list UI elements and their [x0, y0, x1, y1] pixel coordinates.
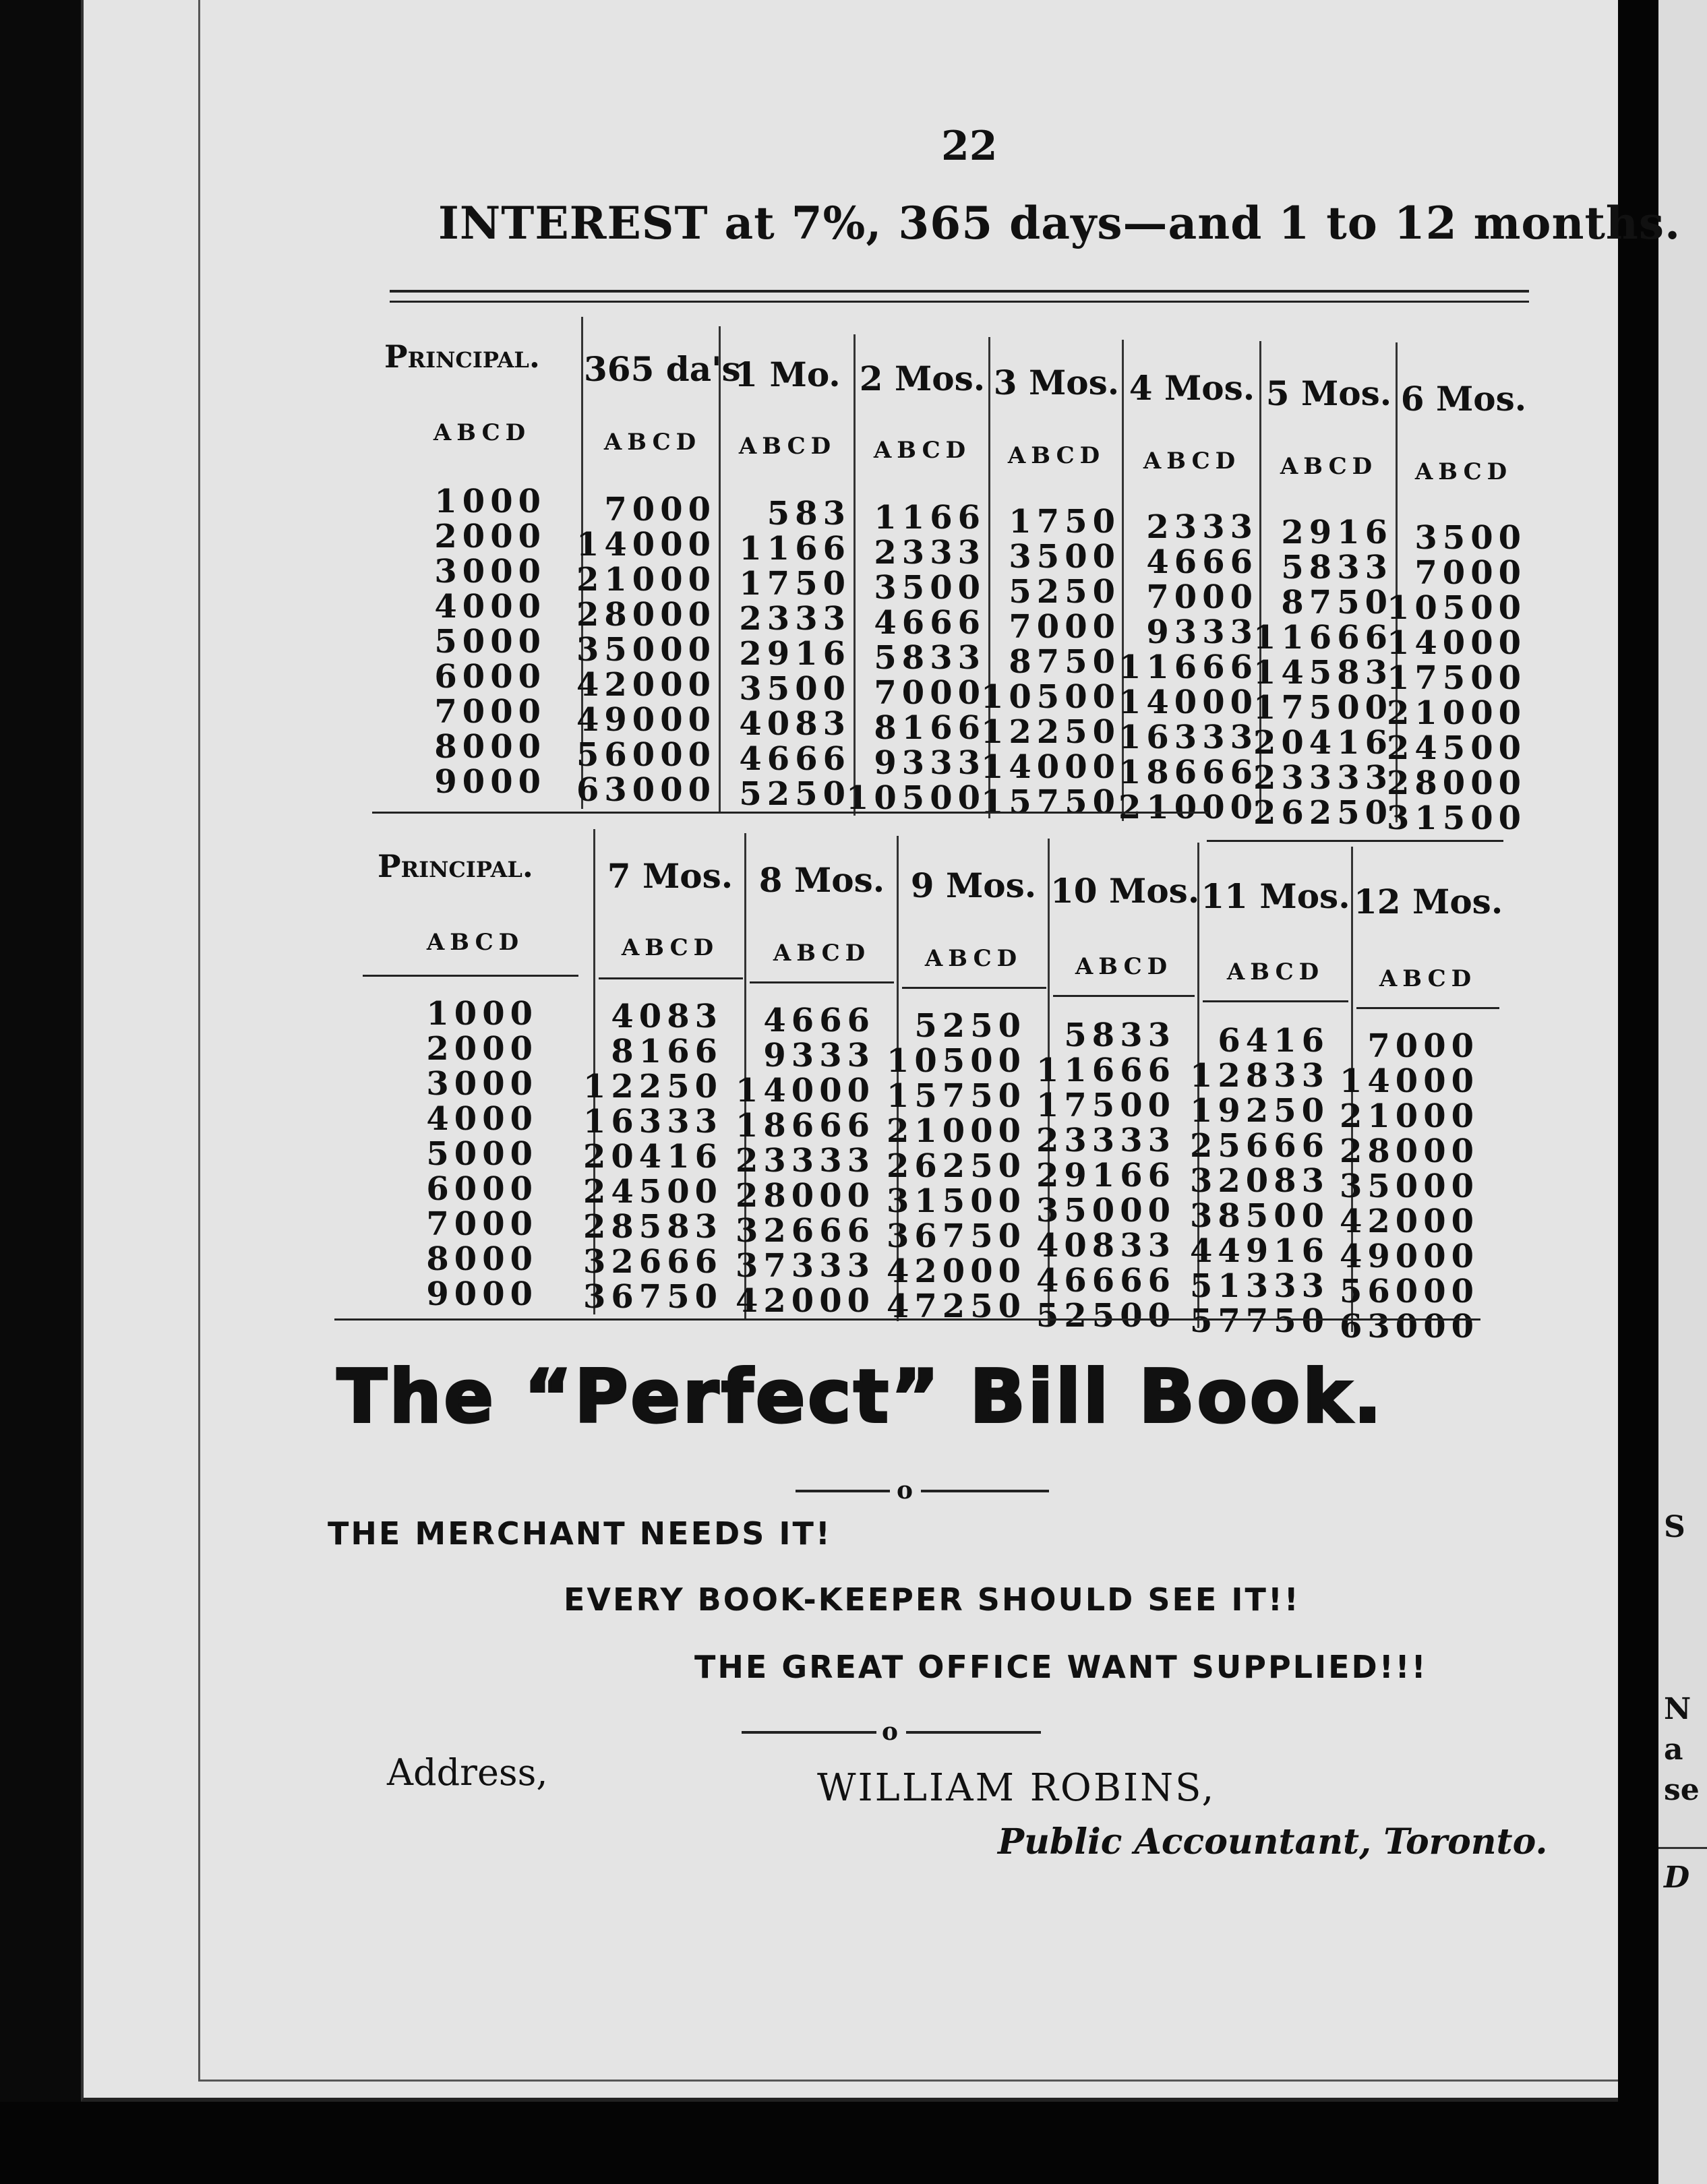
table-cell: 16333 [583, 1103, 723, 1141]
table-cell: 28583 [583, 1208, 723, 1246]
table-cell: 29166 [1036, 1157, 1176, 1194]
table-cell: 6000 [434, 658, 546, 696]
table-cell: 3000 [426, 1065, 538, 1103]
table-cell: 21000 [1387, 694, 1526, 732]
table-cell: 3500 [874, 569, 986, 607]
table-cell: 17500 [1387, 659, 1526, 697]
column-subheader: ABCD [603, 429, 702, 456]
table-cell: 5833 [1064, 1017, 1176, 1054]
column-subheader: ABCD [738, 433, 837, 460]
table-cell: 7000 [1414, 554, 1526, 592]
table-cell: 15750 [981, 783, 1120, 821]
table-cell: 17500 [1253, 689, 1393, 727]
table-cell: 9000 [434, 763, 546, 801]
facing-page-edge [1658, 0, 1707, 2184]
table-cell: 1166 [874, 499, 986, 537]
table-cell: 36750 [887, 1217, 1026, 1255]
table-cell: 31500 [1387, 799, 1526, 837]
scan-left-margin [0, 0, 81, 2184]
table-cell: 26250 [887, 1147, 1026, 1185]
slogan-office: THE GREAT OFFICE WANT SUPPLIED!!! [694, 1649, 1428, 1685]
table-cell: 1000 [426, 995, 538, 1033]
column-header: 2 Mos. [859, 359, 986, 398]
table-cell: 36750 [583, 1278, 723, 1316]
column-header: 6 Mos. [1400, 379, 1527, 419]
table-cell: 15750 [887, 1077, 1026, 1115]
table-cell: 1166 [739, 530, 851, 568]
table-cell: 63000 [576, 771, 716, 809]
table-cell: 17500 [1036, 1087, 1176, 1124]
column-subheader: ABCD [773, 940, 871, 967]
table-cell: 11666 [1036, 1052, 1176, 1089]
table-cell: 14000 [1118, 684, 1258, 721]
table-cell: 63000 [1340, 1308, 1479, 1345]
column-header: 1 Mo. [734, 355, 841, 394]
table-cell: 8000 [426, 1240, 538, 1278]
table-cell: 20416 [1253, 724, 1393, 762]
table-cell: 10500 [846, 779, 986, 817]
table-cell: 5000 [426, 1135, 538, 1173]
ad-title: The “Perfect” Bill Book. [337, 1355, 1385, 1439]
table-cell: 7000 [1367, 1027, 1479, 1065]
table-cell: 38500 [1190, 1197, 1329, 1235]
table-cell: 4083 [739, 705, 851, 743]
column-subheader: ABCD [873, 437, 971, 464]
table-rule [390, 301, 1529, 303]
column-header: 12 Mos. [1354, 882, 1503, 921]
table-cell: 8750 [1009, 643, 1120, 681]
table-cell: 9333 [1146, 613, 1258, 651]
page-gutter [1618, 0, 1658, 2184]
facing-page-fragment: a [1664, 1732, 1683, 1767]
principal-column [378, 484, 546, 799]
table-cell: 49000 [1340, 1238, 1479, 1275]
column-subheader: ABCD [1143, 448, 1241, 475]
table-cell: 2000 [426, 1030, 538, 1068]
principal-header: Principal. [378, 848, 533, 884]
facing-page-fragment: D [1664, 1860, 1690, 1895]
value-column [1108, 510, 1258, 825]
column-header: 7 Mos. [607, 856, 733, 896]
divider-mark: o [897, 1476, 914, 1505]
table-cell: 8000 [434, 728, 546, 766]
table-cell: 37333 [736, 1247, 875, 1285]
table-cell: 10500 [981, 678, 1120, 716]
table-rule [1207, 840, 1503, 842]
table-cell: 35000 [1340, 1167, 1479, 1205]
table-cell: 42000 [736, 1282, 875, 1320]
address-label: Address, [387, 1751, 548, 1794]
page-title: INTEREST at 7%, 365 days—and 1 to 12 months. [438, 197, 1681, 249]
table-cell: 23333 [1253, 759, 1393, 797]
table-cell: 21000 [576, 561, 716, 599]
table-cell: 10500 [1387, 589, 1526, 627]
table-cell: 35000 [1036, 1192, 1176, 1230]
table-cell: 11666 [1118, 648, 1258, 686]
value-column [839, 500, 986, 816]
column-header: 10 Mos. [1050, 871, 1200, 911]
value-column [574, 999, 723, 1314]
column-subheader: ABCD [1226, 959, 1325, 985]
table-cell: 7000 [604, 491, 716, 528]
table-cell: 28000 [576, 596, 716, 634]
table-cell: 1000 [434, 483, 546, 520]
facing-page-fragment: S [1664, 1510, 1685, 1544]
table-cell: 35000 [576, 631, 716, 669]
table-cell: 4000 [434, 588, 546, 626]
table-cell: 56000 [1340, 1273, 1479, 1310]
table-cell: 52500 [1036, 1297, 1176, 1335]
divider-line [906, 1731, 1041, 1734]
table-cell: 26250 [1253, 794, 1393, 832]
table-cell: 9333 [763, 1037, 875, 1074]
table-cell: 14000 [576, 526, 716, 564]
ornament-divider [796, 1476, 1052, 1503]
table-cell: 4083 [611, 998, 723, 1035]
table-cell: 4666 [763, 1002, 875, 1039]
table-cell: 8166 [874, 709, 986, 747]
table-cell: 49000 [576, 701, 716, 739]
table-cell: 3500 [1009, 538, 1120, 576]
table-cell: 5250 [1009, 573, 1120, 611]
column-subheader: ABCD [1007, 442, 1106, 469]
table-cell: 32083 [1190, 1162, 1329, 1200]
table-cell: 21000 [1340, 1097, 1479, 1135]
table-cell: 2916 [739, 635, 851, 673]
table-cell: 6000 [426, 1170, 538, 1208]
table-cell: 21000 [1118, 789, 1258, 826]
table-cell: 47250 [887, 1287, 1026, 1325]
value-column [878, 1008, 1026, 1324]
column-subheader: ABCD [1280, 453, 1378, 480]
value-column [1029, 1018, 1176, 1333]
divider-line [796, 1490, 890, 1492]
table-cell: 18666 [736, 1107, 875, 1145]
table-cell: 12833 [1190, 1057, 1329, 1095]
table-cell: 9000 [426, 1275, 538, 1313]
table-cell: 21000 [887, 1112, 1026, 1150]
ornament-divider [742, 1718, 1045, 1745]
table-cell: 4666 [874, 604, 986, 642]
table-cell: 7000 [434, 693, 546, 731]
table-cell: 8750 [1281, 584, 1393, 621]
table-rule [750, 981, 894, 983]
table-cell: 14000 [1387, 624, 1526, 662]
table-cell: 3500 [1414, 519, 1526, 557]
table-cell: 5833 [874, 639, 986, 677]
table-rule [390, 290, 1529, 293]
table-cell: 12250 [583, 1068, 723, 1105]
table-rule [372, 812, 1208, 814]
divider-mark: o [882, 1718, 899, 1746]
table-cell: 28000 [1340, 1132, 1479, 1170]
column-header: 9 Mos. [910, 866, 1037, 905]
table-cell: 3000 [434, 553, 546, 590]
column-subheader: ABCD [1075, 953, 1173, 980]
column-header: 5 Mos. [1265, 373, 1392, 413]
table-cell: 12250 [981, 713, 1120, 751]
table-cell: 57750 [1190, 1302, 1329, 1340]
value-column [1180, 1023, 1329, 1339]
table-cell: 18666 [1118, 754, 1258, 791]
table-cell: 7000 [1146, 578, 1258, 616]
table-cell: 7000 [426, 1205, 538, 1243]
table-cell: 44916 [1190, 1232, 1329, 1270]
table-cell: 14000 [736, 1072, 875, 1110]
column-subheader: ABCD [433, 419, 531, 446]
table-cell: 46666 [1036, 1262, 1176, 1300]
table-cell: 14000 [981, 748, 1120, 786]
column-header: 11 Mos. [1201, 876, 1350, 916]
column-header: 365 da's [584, 349, 741, 389]
slogan-bookkeeper: EVERY BOOK-KEEPER SHOULD SEE IT!! [564, 1581, 1300, 1618]
advertiser-name: WILLIAM ROBINS, [817, 1766, 1216, 1810]
table-cell: 42000 [1340, 1203, 1479, 1240]
table-cell: 23333 [736, 1142, 875, 1180]
table-cell: 14583 [1253, 654, 1393, 692]
table-cell: 1750 [1009, 503, 1120, 541]
table-cell: 51333 [1190, 1267, 1329, 1305]
value-column [1379, 520, 1526, 836]
table-cell: 1750 [739, 565, 851, 603]
table-cell: 7000 [1009, 608, 1120, 646]
table-cell: 3500 [739, 670, 851, 708]
table-rule [902, 987, 1046, 989]
value-column [1245, 515, 1393, 830]
table-rule [1053, 995, 1195, 997]
scan-bottom-margin [0, 2102, 1618, 2184]
divider-line [742, 1731, 876, 1734]
table-cell: 24500 [583, 1173, 723, 1211]
column-subheader: ABCD [924, 945, 1023, 972]
table-cell: 4666 [1146, 543, 1258, 581]
table-cell: 16333 [1118, 719, 1258, 756]
value-column [725, 1003, 875, 1318]
table-cell: 4666 [739, 740, 851, 778]
facing-page-fragment: N [1664, 1692, 1691, 1726]
table-cell: 32666 [736, 1212, 875, 1250]
table-cell: 5000 [434, 623, 546, 661]
facing-page-fragment: se [1664, 1773, 1700, 1807]
table-cell: 31500 [887, 1182, 1026, 1220]
table-rule [363, 975, 578, 977]
table-cell: 25666 [1190, 1127, 1329, 1165]
table-cell: 5833 [1281, 549, 1393, 586]
table-rule [1203, 1000, 1348, 1002]
table-cell: 32666 [583, 1243, 723, 1281]
table-cell: 56000 [576, 736, 716, 774]
table-cell: 7000 [874, 674, 986, 712]
table-cell: 19250 [1190, 1092, 1329, 1130]
divider-line [921, 1490, 1049, 1492]
column-header: 8 Mos. [758, 860, 885, 900]
table-cell: 2916 [1281, 514, 1393, 551]
column-header: 3 Mos. [993, 363, 1120, 402]
slogan-merchant: THE MERCHANT NEEDS IT! [328, 1515, 832, 1552]
table-cell: 24500 [1387, 729, 1526, 767]
table-cell: 23333 [1036, 1122, 1176, 1159]
column-subheader: ABCD [1379, 965, 1477, 992]
table-cell: 2000 [434, 518, 546, 555]
table-cell: 42000 [576, 666, 716, 704]
table-cell: 4000 [426, 1100, 538, 1138]
table-cell: 14000 [1340, 1062, 1479, 1100]
column-header: 4 Mos. [1129, 368, 1255, 408]
table-rule [334, 1318, 1480, 1321]
table-cell: 42000 [887, 1252, 1026, 1290]
principal-header: Principal. [384, 338, 540, 375]
value-column [566, 492, 716, 808]
table-cell: 20416 [583, 1138, 723, 1176]
table-cell: 5250 [739, 775, 851, 813]
table-cell: 2333 [874, 534, 986, 572]
column-subheader: ABCD [426, 929, 525, 956]
table-cell: 583 [767, 495, 851, 533]
table-cell: 8166 [611, 1033, 723, 1070]
table-cell: 11666 [1253, 619, 1393, 657]
table-cell: 5250 [914, 1007, 1026, 1045]
table-cell: 28000 [736, 1177, 875, 1215]
column-subheader: ABCD [621, 934, 719, 961]
page-number: 22 [941, 123, 998, 170]
value-column [704, 496, 851, 812]
table-rule [1356, 1007, 1499, 1009]
facing-page-rule [1658, 1847, 1707, 1849]
table-cell: 2333 [1146, 508, 1258, 546]
table-rule [599, 977, 743, 979]
column-subheader: ABCD [1414, 458, 1513, 485]
value-column [1332, 1029, 1479, 1344]
principal-column [369, 996, 538, 1312]
advertiser-occupation: Public Accountant, Toronto. [998, 1821, 1548, 1862]
table-cell: 10500 [887, 1042, 1026, 1080]
table-cell: 9333 [874, 744, 986, 782]
table-cell: 40833 [1036, 1227, 1176, 1265]
table-cell: 28000 [1387, 764, 1526, 802]
value-column [974, 504, 1120, 820]
table-cell: 2333 [739, 600, 851, 638]
table-cell: 6416 [1218, 1022, 1329, 1060]
